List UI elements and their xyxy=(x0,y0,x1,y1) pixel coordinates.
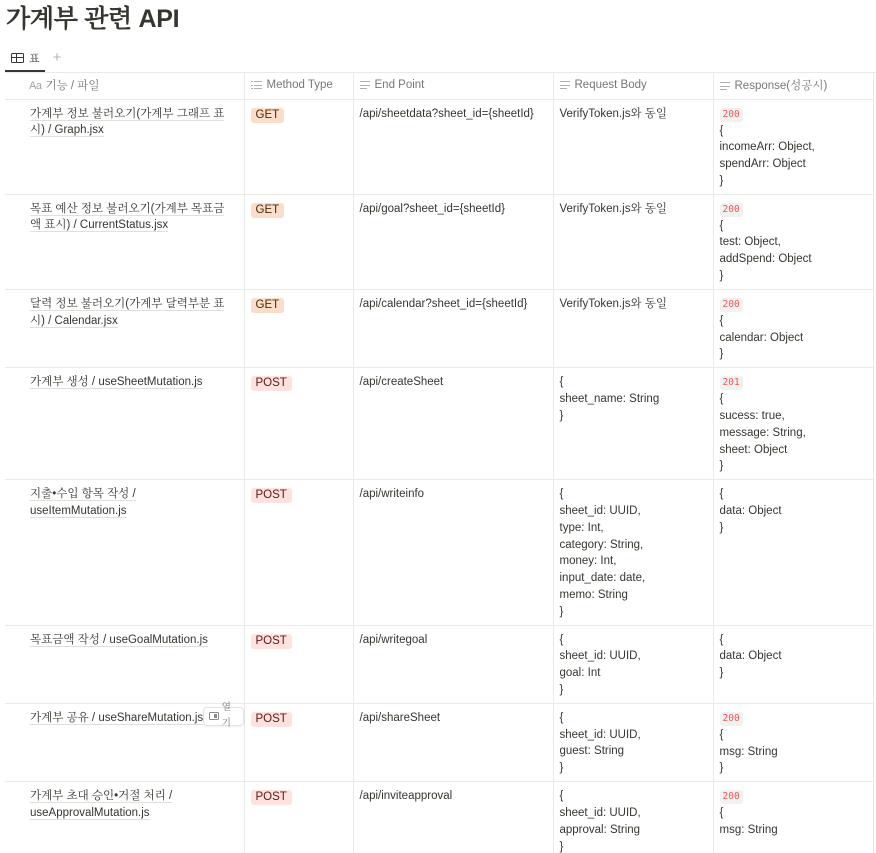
request-line: { xyxy=(559,633,564,646)
request-line: } xyxy=(559,684,564,697)
request-line: goal: Int xyxy=(559,667,601,680)
cell-response[interactable] xyxy=(713,368,873,480)
response-line: data: Object xyxy=(719,505,782,518)
cell-request-body[interactable] xyxy=(553,289,713,367)
endpoint-text: /api/writegoal xyxy=(359,633,428,646)
table-row[interactable] xyxy=(5,194,873,289)
row-title-link[interactable]: 가계부 초대 승인•거절 처리 / useApprovalMutation.js xyxy=(30,790,173,820)
table-row[interactable] xyxy=(5,289,873,367)
cell-request-body[interactable] xyxy=(553,782,713,853)
response-line: } xyxy=(719,270,724,283)
request-line: memo: String xyxy=(559,589,628,602)
database-table xyxy=(5,72,874,853)
status-code: 200 xyxy=(720,712,743,726)
cell-request-body[interactable] xyxy=(553,625,713,703)
request-line: { xyxy=(559,488,564,501)
request-line: sheet_id: UUID, xyxy=(559,650,641,663)
table-row[interactable] xyxy=(5,368,873,480)
page-title: 가계부 관련 API xyxy=(6,5,180,33)
request-line: } xyxy=(559,605,564,618)
request-line: sheet_id: UUID, xyxy=(559,728,641,741)
cell-response[interactable] xyxy=(713,625,873,703)
cell-feature[interactable] xyxy=(5,703,244,781)
endpoint-text: /api/createSheet xyxy=(359,376,444,389)
view-tab-table[interactable] xyxy=(5,44,45,72)
request-line: category: String, xyxy=(559,538,644,551)
cell-endpoint[interactable] xyxy=(353,625,553,703)
cell-method[interactable] xyxy=(244,194,353,289)
table-row[interactable] xyxy=(5,782,873,853)
cell-endpoint[interactable] xyxy=(353,194,553,289)
cell-response[interactable] xyxy=(713,99,873,194)
request-line: input_date: date, xyxy=(559,572,646,585)
cell-method[interactable] xyxy=(244,99,353,194)
cell-endpoint[interactable] xyxy=(353,99,553,194)
response-line: msg: String xyxy=(719,745,778,758)
method-badge: GET xyxy=(251,298,285,313)
cell-request-body[interactable] xyxy=(553,194,713,289)
method-badge: POST xyxy=(251,376,292,391)
row-title-link[interactable]: 목표금액 작성 / useGoalMutation.js xyxy=(30,633,208,646)
table-icon xyxy=(11,53,24,63)
cell-feature[interactable] xyxy=(5,625,244,703)
method-badge: POST xyxy=(251,634,292,649)
table-row[interactable] xyxy=(5,99,873,194)
cell-feature[interactable] xyxy=(5,368,244,480)
cell-endpoint[interactable] xyxy=(353,782,553,853)
column-header-response[interactable]: Response(성공시) xyxy=(713,72,873,99)
request-line: approval: String xyxy=(559,823,641,836)
table-row[interactable] xyxy=(5,625,873,703)
table-row[interactable] xyxy=(5,703,873,781)
endpoint-text: /api/calendar?sheet_id={sheetId} xyxy=(359,297,528,310)
cell-method[interactable] xyxy=(244,703,353,781)
view-tabs xyxy=(5,44,61,72)
cell-method[interactable] xyxy=(244,289,353,367)
endpoint-text: /api/goal?sheet_id={sheetId} xyxy=(359,202,505,215)
cell-request-body[interactable] xyxy=(553,99,713,194)
cell-endpoint[interactable] xyxy=(353,289,553,367)
status-code: 201 xyxy=(720,376,743,390)
request-line: sheet_id: UUID, xyxy=(559,505,641,518)
cell-response[interactable] xyxy=(713,480,873,625)
request-line: sheet_id: UUID, xyxy=(559,807,641,820)
request-line: type: Int, xyxy=(559,521,604,534)
text-property-icon xyxy=(720,82,730,90)
response-line: message: String, xyxy=(719,426,806,439)
cell-request-body[interactable] xyxy=(553,703,713,781)
response-line: data: Object xyxy=(719,650,782,663)
request-line: VerifyToken.js와 동일 xyxy=(559,107,667,120)
add-view-button[interactable]: + xyxy=(52,49,62,66)
response-line: } xyxy=(719,348,724,361)
text-property-icon xyxy=(560,81,570,89)
row-title-link[interactable]: 가계부 생성 / useSheetMutation.js xyxy=(30,376,203,389)
table-row[interactable] xyxy=(5,480,873,625)
cell-feature[interactable] xyxy=(5,480,244,625)
request-line: } xyxy=(559,409,564,422)
view-tab-label: 표 xyxy=(29,53,40,65)
response-line: sheet: Object xyxy=(719,443,788,456)
response-line: { xyxy=(719,488,724,501)
method-badge: GET xyxy=(251,108,285,123)
response-line: { xyxy=(719,219,724,232)
cell-feature[interactable] xyxy=(5,782,244,853)
request-line: { xyxy=(559,376,564,389)
column-header-method[interactable]: Method Type xyxy=(244,72,353,99)
request-line: } xyxy=(559,840,564,853)
request-line: guest: String xyxy=(559,745,625,758)
response-line: } xyxy=(719,174,724,187)
response-line: } xyxy=(719,521,724,534)
cell-response[interactable] xyxy=(713,289,873,367)
row-title-link[interactable]: 목표 예산 정보 불러오기(가계부 목표금액 표시) / CurrentStatus.jsx xyxy=(30,202,225,232)
method-badge: GET xyxy=(251,203,285,218)
cell-request-body[interactable] xyxy=(553,368,713,480)
response-line: { xyxy=(719,728,724,741)
cell-request-body[interactable] xyxy=(553,480,713,625)
cell-feature[interactable] xyxy=(5,289,244,367)
cell-response[interactable] xyxy=(713,782,873,853)
row-title-link[interactable]: 가계부 공유 / useShareMutation.js xyxy=(30,711,204,724)
column-header-endpoint[interactable]: End Point xyxy=(353,72,553,99)
response-line: { xyxy=(719,314,724,327)
cell-endpoint[interactable] xyxy=(353,480,553,625)
endpoint-text: /api/writeinfo xyxy=(359,488,425,501)
endpoint-text: /api/inviteapproval xyxy=(359,790,453,803)
response-line: { xyxy=(719,807,724,820)
response-line: } xyxy=(719,667,724,680)
request-line: } xyxy=(559,762,564,775)
row-title-link[interactable]: 달력 정보 불러오기(가계부 달력부분 표시) / Calendar.jsx xyxy=(30,297,225,327)
select-property-icon xyxy=(251,81,262,89)
cell-method[interactable] xyxy=(244,368,353,480)
response-line: { xyxy=(719,124,724,137)
request-line: money: Int, xyxy=(559,555,617,568)
request-line: { xyxy=(559,711,564,724)
response-line: calendar: Object xyxy=(719,331,804,344)
cell-response[interactable] xyxy=(713,194,873,289)
row-title-link[interactable]: 지출•수입 항목 작성 / useItemMutation.js xyxy=(30,488,136,518)
status-code: 200 xyxy=(720,790,743,804)
cell-endpoint[interactable] xyxy=(353,368,553,480)
cell-response[interactable] xyxy=(713,703,873,781)
endpoint-text: /api/sheetdata?sheet_id={sheetId} xyxy=(359,107,534,120)
status-code: 200 xyxy=(720,203,743,217)
method-badge: POST xyxy=(251,488,292,503)
cell-feature[interactable] xyxy=(5,194,244,289)
response-line: test: Object, xyxy=(719,236,781,249)
column-header-feature[interactable]: Aa 기능 / 파일 xyxy=(5,72,244,99)
response-line: { xyxy=(719,633,724,646)
column-header-request[interactable]: Request Body xyxy=(553,72,713,99)
request-line: VerifyToken.js와 동일 xyxy=(559,297,667,310)
response-line: spendArr: Object xyxy=(719,158,806,171)
request-line: { xyxy=(559,790,564,803)
request-line: sheet_name: String xyxy=(559,393,660,406)
method-badge: POST xyxy=(251,712,292,727)
response-line: } xyxy=(719,762,724,775)
cell-endpoint[interactable] xyxy=(353,703,553,781)
response-line: } xyxy=(719,460,724,473)
cell-method[interactable] xyxy=(244,480,353,625)
table-header-row xyxy=(5,72,873,99)
cell-feature[interactable] xyxy=(5,99,244,194)
method-badge: POST xyxy=(251,790,292,805)
title-property-icon: Aa xyxy=(29,80,42,93)
endpoint-text: /api/shareSheet xyxy=(359,711,441,724)
cell-method[interactable] xyxy=(244,782,353,853)
open-page-button[interactable]: 열기 xyxy=(203,707,244,726)
response-line: addSpend: Object xyxy=(719,253,812,266)
text-property-icon xyxy=(360,81,370,89)
response-line: { xyxy=(719,393,724,406)
row-title-link[interactable]: 가계부 정보 불러오기(가계부 그래프 표시) / Graph.jsx xyxy=(30,107,225,137)
side-peek-icon xyxy=(209,712,219,720)
response-line: msg: String xyxy=(719,824,778,837)
response-line: incomeArr: Object, xyxy=(719,141,815,154)
status-code: 200 xyxy=(720,108,743,122)
status-code: 200 xyxy=(720,298,743,312)
response-line: sucess: true, xyxy=(719,410,785,423)
request-line: VerifyToken.js와 동일 xyxy=(559,202,667,215)
cell-method[interactable] xyxy=(244,625,353,703)
